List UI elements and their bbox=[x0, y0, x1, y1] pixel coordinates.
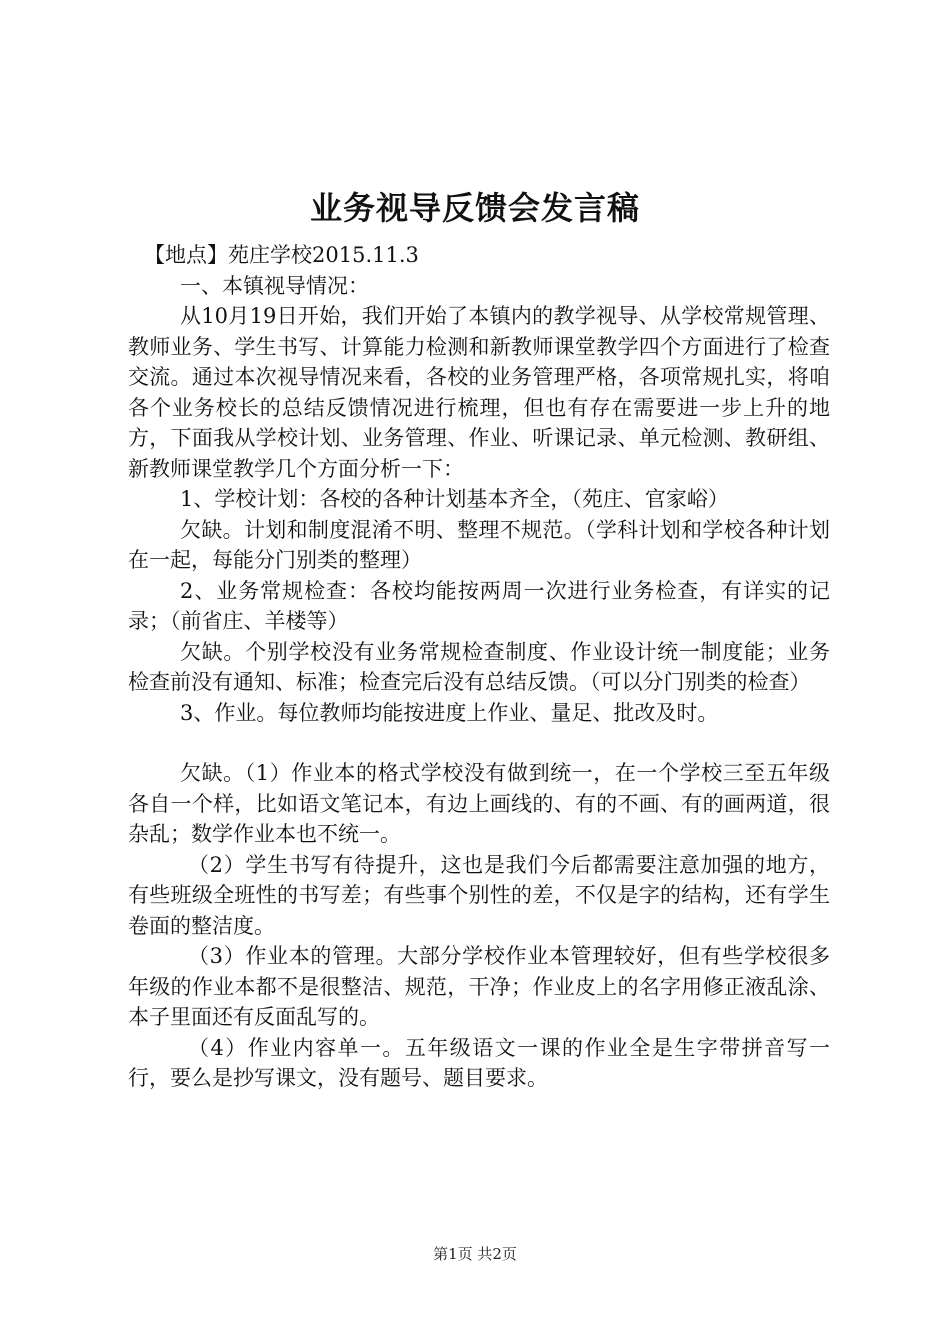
document-body bbox=[128, 240, 830, 1094]
page-footer: 第1页 共2页 bbox=[433, 1245, 517, 1263]
paragraph: 2、业务常规检查：各校均能按两周一次进行业务检查，有详实的记录；（前省庄、羊楼等） bbox=[128, 578, 830, 633]
paragraph: 1、学校计划：各校的各种计划基本齐全，（苑庄、官家峪） bbox=[180, 487, 729, 511]
paragraph: （4）作业内容单一。五年级语文一课的作业全是生字带拼音写一行，要么是抄写课文，没有题号、题目要求。 bbox=[128, 1035, 830, 1090]
paragraph: （3）作业本的管理。大部分学校作业本管理较好，但有些学校很多年级的作业本都不是很整洁、规范，干净；作业皮上的名字用修正液乱涂、本子里面还有反面乱写的。 bbox=[128, 944, 830, 1029]
paragraph: 从10月19日开始，我们开始了本镇内的教学视导、从学校常规管理、教师业务、学生书写、计算能力检测和新教师课堂教学四个方面进行了检查交流。通过本次视导情况来看，各校的业务管理严格，各项常规扎实，将咱各个业务校长的总结反馈情况进行梳理，但也有存在需要进一步上升的地方，下面我从学校计划、业务管理、作业、听课记录、单元检测、教研组、新教师课堂教学几个方面分析一下： bbox=[128, 304, 830, 481]
paragraph-gap bbox=[128, 728, 830, 758]
paragraph: 欠缺。（1）作业本的格式学校没有做到统一，在一个学校三至五年级各自一个样，比如语文笔记本，有边上画线的、有的不画、有的画两道，很杂乱；数学作业本也不统一。 bbox=[128, 761, 830, 846]
paragraph: 欠缺。计划和制度混淆不明、整理不规范。（学科计划和学校各种计划在一起，每能分门别类的整理） bbox=[128, 517, 830, 572]
paragraph: （2）学生书写有待提升，这也是我们今后都需要注意加强的地方，有些班级全班性的书写差；有些事个别性的差，不仅是字的结构，还有学生卷面的整洁度。 bbox=[128, 852, 830, 938]
paragraph: 3、作业。每位教师均能按进度上作业、量足、批改及时。 bbox=[180, 700, 719, 725]
paragraph: 欠缺。个别学校没有业务常规检查制度、作业设计统一制度能；业务检查前没有通知、标准；检查完后没有总结反馈。（可以分门别类的检查） bbox=[128, 639, 830, 694]
document-title: 业务视导反馈会发言稿 bbox=[309, 189, 640, 227]
meta-line: 【地点】苑庄学校2015.11.3 bbox=[144, 243, 419, 267]
section-heading: 一、本镇视导情况： bbox=[180, 273, 369, 298]
